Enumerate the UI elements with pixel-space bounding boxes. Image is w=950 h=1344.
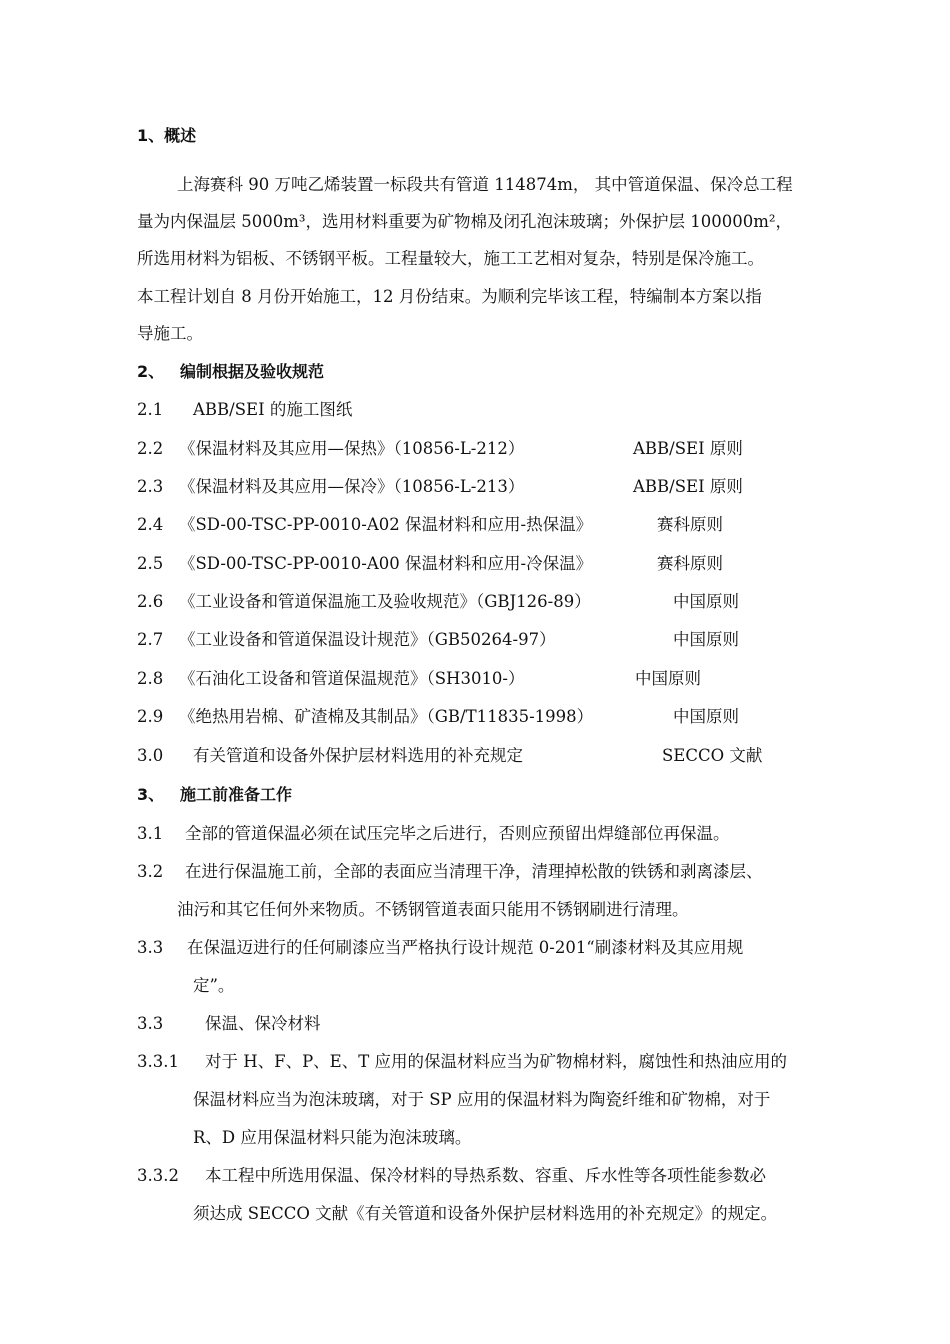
prep-item-text: R、D 应用保温材料只能为泡沫玻璃。 <box>193 1128 472 1147</box>
spec-item-source: SECCO 文献 <box>662 746 763 765</box>
spec-item-source: 赛科原则 <box>657 515 723 534</box>
spec-item-number: 2.9 <box>137 707 164 726</box>
prep-item-text: 油污和其它任何外来物质。不锈钢管道表面只能用不锈钢刷进行清理。 <box>177 900 689 919</box>
prep-item-text: 在进行保温施工前，全部的表面应当清理干净，清理掉松散的铁锈和剥离漆层、 <box>185 862 763 881</box>
paragraph-line: 量为内保温层 5000m³，选用材料重要为矿物棉及闭孔泡沫玻璃；外保护层 100000m²， <box>137 212 792 231</box>
prep-item-text: 对于 H、F、P、E、T 应用的保温材料应当为矿物棉材料，腐蚀性和热油应用的 <box>205 1052 787 1071</box>
spec-item-number: 2.1 <box>137 400 164 419</box>
spec-item-number: 2.3 <box>137 477 164 496</box>
spec-item-number: 2.2 <box>137 439 164 458</box>
paragraph-line: 上海赛科 90 万吨乙烯装置一标段共有管道 114874m， 其中管道保温、保冷总工程 <box>177 175 793 194</box>
spec-item-source: 中国原则 <box>673 630 739 649</box>
spec-item-number: 2.5 <box>137 554 164 573</box>
section-3-heading-number: 3、 <box>137 785 165 804</box>
spec-item-title: 《工业设备和管道保温施工及验收规范》（GBJ126-89） <box>179 592 591 611</box>
prep-item-text: 本工程中所选用保温、保冷材料的导热系数、容重、斥水性等各项性能参数必 <box>205 1166 766 1185</box>
prep-item-text: 在保温迈进行的任何刷漆应当严格执行设计规范 0-201“刷漆材料及其应用规 <box>187 938 744 957</box>
spec-item-title: 《SD-00-TSC-PP-0010-A00 保温材料和应用-冷保温》 <box>179 554 593 573</box>
spec-item-number: 2.4 <box>137 515 164 534</box>
spec-item-title: 《工业设备和管道保温设计规范》（GB50264-97） <box>179 630 556 649</box>
prep-item-number: 3.2 <box>137 862 164 881</box>
prep-item-text: 定”。 <box>193 976 235 995</box>
section-1-heading: 1、概述 <box>137 126 197 145</box>
paragraph-line: 导施工。 <box>137 324 203 343</box>
spec-item-title: 《绝热用岩棉、矿渣棉及其制品》（GB/T11835-1998） <box>179 707 594 726</box>
section-3-heading: 施工前准备工作 <box>180 785 293 804</box>
section-2-heading: 编制根据及验收规范 <box>180 362 325 381</box>
spec-item-title: 《保温材料及其应用—保冷》（10856-L-213） <box>179 477 525 496</box>
prep-item-number: 3.1 <box>137 824 164 843</box>
paragraph-line: 本工程计划自 8 月份开始施工，12 月份结束。为顺利完毕该工程，特编制本方案以指 <box>137 287 762 306</box>
prep-item-number: 3.3.1 <box>137 1052 179 1071</box>
prep-item-number: 3.3 <box>137 938 164 957</box>
spec-item-source: 中国原则 <box>635 669 701 688</box>
spec-item-number: 3.0 <box>137 746 164 765</box>
section-2-heading-number: 2、 <box>137 362 165 381</box>
spec-item-source: ABB/SEI 原则 <box>633 439 743 458</box>
spec-item-title: 有关管道和设备外保护层材料选用的补充规定 <box>193 746 523 765</box>
spec-item-title: ABB/SEI 的施工图纸 <box>193 400 353 419</box>
spec-item-source: 赛科原则 <box>657 554 723 573</box>
spec-item-source: 中国原则 <box>673 707 739 726</box>
spec-item-number: 2.7 <box>137 630 164 649</box>
prep-item-text: 保温、保冷材料 <box>205 1014 321 1033</box>
prep-item-text: 须达成 SECCO 文献《有关管道和设备外保护层材料选用的补充规定》的规定。 <box>193 1204 778 1223</box>
spec-item-number: 2.8 <box>137 669 164 688</box>
spec-item-source: 中国原则 <box>673 592 739 611</box>
prep-item-number: 3.3.2 <box>137 1166 179 1185</box>
spec-item-title: 《SD-00-TSC-PP-0010-A02 保温材料和应用-热保温》 <box>179 515 593 534</box>
prep-item-number: 3.3 <box>137 1014 164 1033</box>
spec-item-title: 《石油化工设备和管道保温规范》（SH3010-） <box>179 669 525 688</box>
paragraph-line: 所选用材料为铝板、不锈钢平板。工程量较大，施工工艺相对复杂，特别是保冷施工。 <box>137 249 764 268</box>
prep-item-text: 保温材料应当为泡沫玻璃，对于 SP 应用的保温材料为陶瓷纤维和矿物棉，对于 <box>193 1090 771 1109</box>
prep-item-text: 全部的管道保温必须在试压完毕之后进行，否则应预留出焊缝部位再保温。 <box>185 824 730 843</box>
spec-item-number: 2.6 <box>137 592 164 611</box>
spec-item-title: 《保温材料及其应用—保热》（10856-L-212） <box>179 439 525 458</box>
spec-item-source: ABB/SEI 原则 <box>633 477 743 496</box>
